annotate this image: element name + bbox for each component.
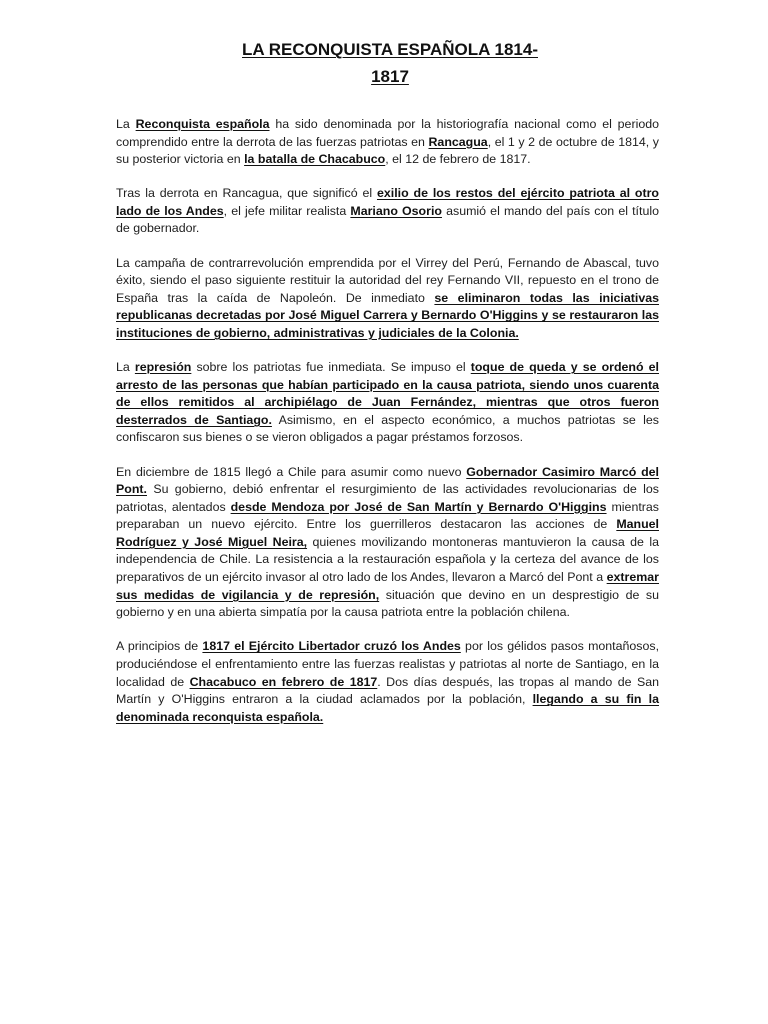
paragraph-text: mientras preparaban un nuevo ejército. Entre los guerrilleros destacaron las acciones de: [116, 499, 659, 532]
paragraph-4: [116, 359, 659, 447]
highlighted-phrase: represión: [134, 360, 192, 375]
highlighted-phrase: Chacabuco en febrero de 1817: [189, 674, 378, 689]
paragraph-text: La campaña de contrarrevolución emprendida por el Virrey del Perú, Fernando de Abascal, tuvo éxito, siendo el paso siguiente restituir la autoridad del rey Fernando VII, repuesto en el trono de España tras la caída de Napoleón. De inmediato: [116, 255, 659, 305]
paragraph-text: Asimismo, en el aspecto económico, a muchos patriotas se les confiscaron sus bienes o se vieron obligados a pagar préstamos forzosos.: [116, 412, 659, 445]
highlighted-phrase: exilio de los restos del ejército patriota al otro lado de los Andes: [116, 186, 660, 218]
highlighted-phrase: toque de queda y se ordenó el arresto de las personas que habían participado en la causa patriota, siendo unos cuarenta de ellos remitidos al archipiélago de Juan Fernández, mientras que otros fueron desterrados de Santiago.: [116, 360, 659, 427]
highlighted-phrase: Mariano Osorio: [350, 203, 442, 218]
paragraph-6: [116, 638, 659, 726]
highlighted-phrase: la batalla de Chacabuco: [244, 152, 386, 167]
highlighted-phrase: llegando a su fin la denominada reconquista española.: [116, 692, 659, 724]
highlighted-phrase: 1817 el Ejército Libertador cruzó los Andes: [202, 639, 461, 654]
paragraph-text: ha sido denominada por la historiografía nacional como el periodo comprendido entre la derrota de las fuerzas patriotas en: [116, 117, 659, 149]
highlighted-phrase: Rancagua: [428, 134, 488, 149]
paragraph-text: . Dos días después, las tropas al mando de San Martín y O'Higgins entraron a la ciudad aclamados por la población,: [116, 674, 659, 707]
paragraph-text: , el jefe militar realista: [223, 203, 351, 218]
highlighted-phrase: Gobernador Casimiro Marcó del Pont.: [116, 464, 659, 497]
highlighted-phrase: Reconquista española: [135, 117, 270, 131]
highlighted-phrase: extremar sus medidas de vigilancia y de represión,: [116, 570, 659, 602]
paragraph-text: por los gélidos pasos montañosos, produciéndose el enfrentamiento entre las fuerzas realistas y patriotas al norte de Santiago, en la localidad de: [116, 639, 660, 689]
highlighted-phrase: desde Mendoza por José de San Martín y Bernardo O'Higgins: [230, 499, 607, 514]
paragraph-3: [116, 255, 659, 343]
paragraph-text: Tras la derrota en Rancagua, que significó el: [116, 186, 377, 201]
paragraph-text: quienes movilizando montoneras mantuvieron la causa de la independencia de Chile. La resistencia a la restauración española y la certeza del avance de los preparativos de un ejército invasor al otro lado de los Andes, llevaron a Marcó del Pont a: [116, 534, 659, 585]
paragraph-text: situación que devino en un desprestigio de su gobierno y en una abierta simpatía por la causa patriota entre la población chilena.: [116, 587, 660, 620]
highlighted-phrase: Manuel Rodríguez y José Miguel Neira,: [116, 517, 659, 549]
document-body: [116, 116, 659, 743]
paragraph-text: asumió el mando del país con el título de gobernador.: [116, 203, 659, 236]
paragraph-text: sobre los patriotas fue inmediata. Se impuso el: [191, 360, 471, 375]
paragraph-5: [116, 464, 659, 622]
paragraph-text: , el 1 y 2 de octubre de 1814, y su posterior victoria en: [116, 134, 659, 167]
title-line-1: LA RECONQUISTA ESPAÑOLA 1814-: [242, 40, 538, 59]
paragraph-text: Su gobierno, debió enfrentar el resurgimiento de las actividades revolucionarias de los patriotas, alentados: [116, 482, 659, 514]
paragraph-text: La: [116, 117, 136, 131]
paragraph-text: La: [116, 360, 135, 375]
paragraph-2: [116, 185, 659, 238]
page-title: [0, 36, 768, 90]
paragraph-1: [116, 116, 659, 169]
paragraph-text: , el 12 de febrero de 1817.: [385, 152, 531, 167]
title-line-2: 1817: [371, 67, 409, 86]
paragraph-text: A principios de: [116, 639, 203, 654]
paragraph-text: En diciembre de 1815 llegó a Chile para asumir como nuevo: [116, 464, 467, 479]
highlighted-phrase: se eliminaron todas las iniciativas republicanas decretadas por José Miguel Carrera y Bernardo O'Higgins y se restauraron las instituciones de gobierno, administrativas y judiciales de la Colonia.: [116, 290, 659, 340]
